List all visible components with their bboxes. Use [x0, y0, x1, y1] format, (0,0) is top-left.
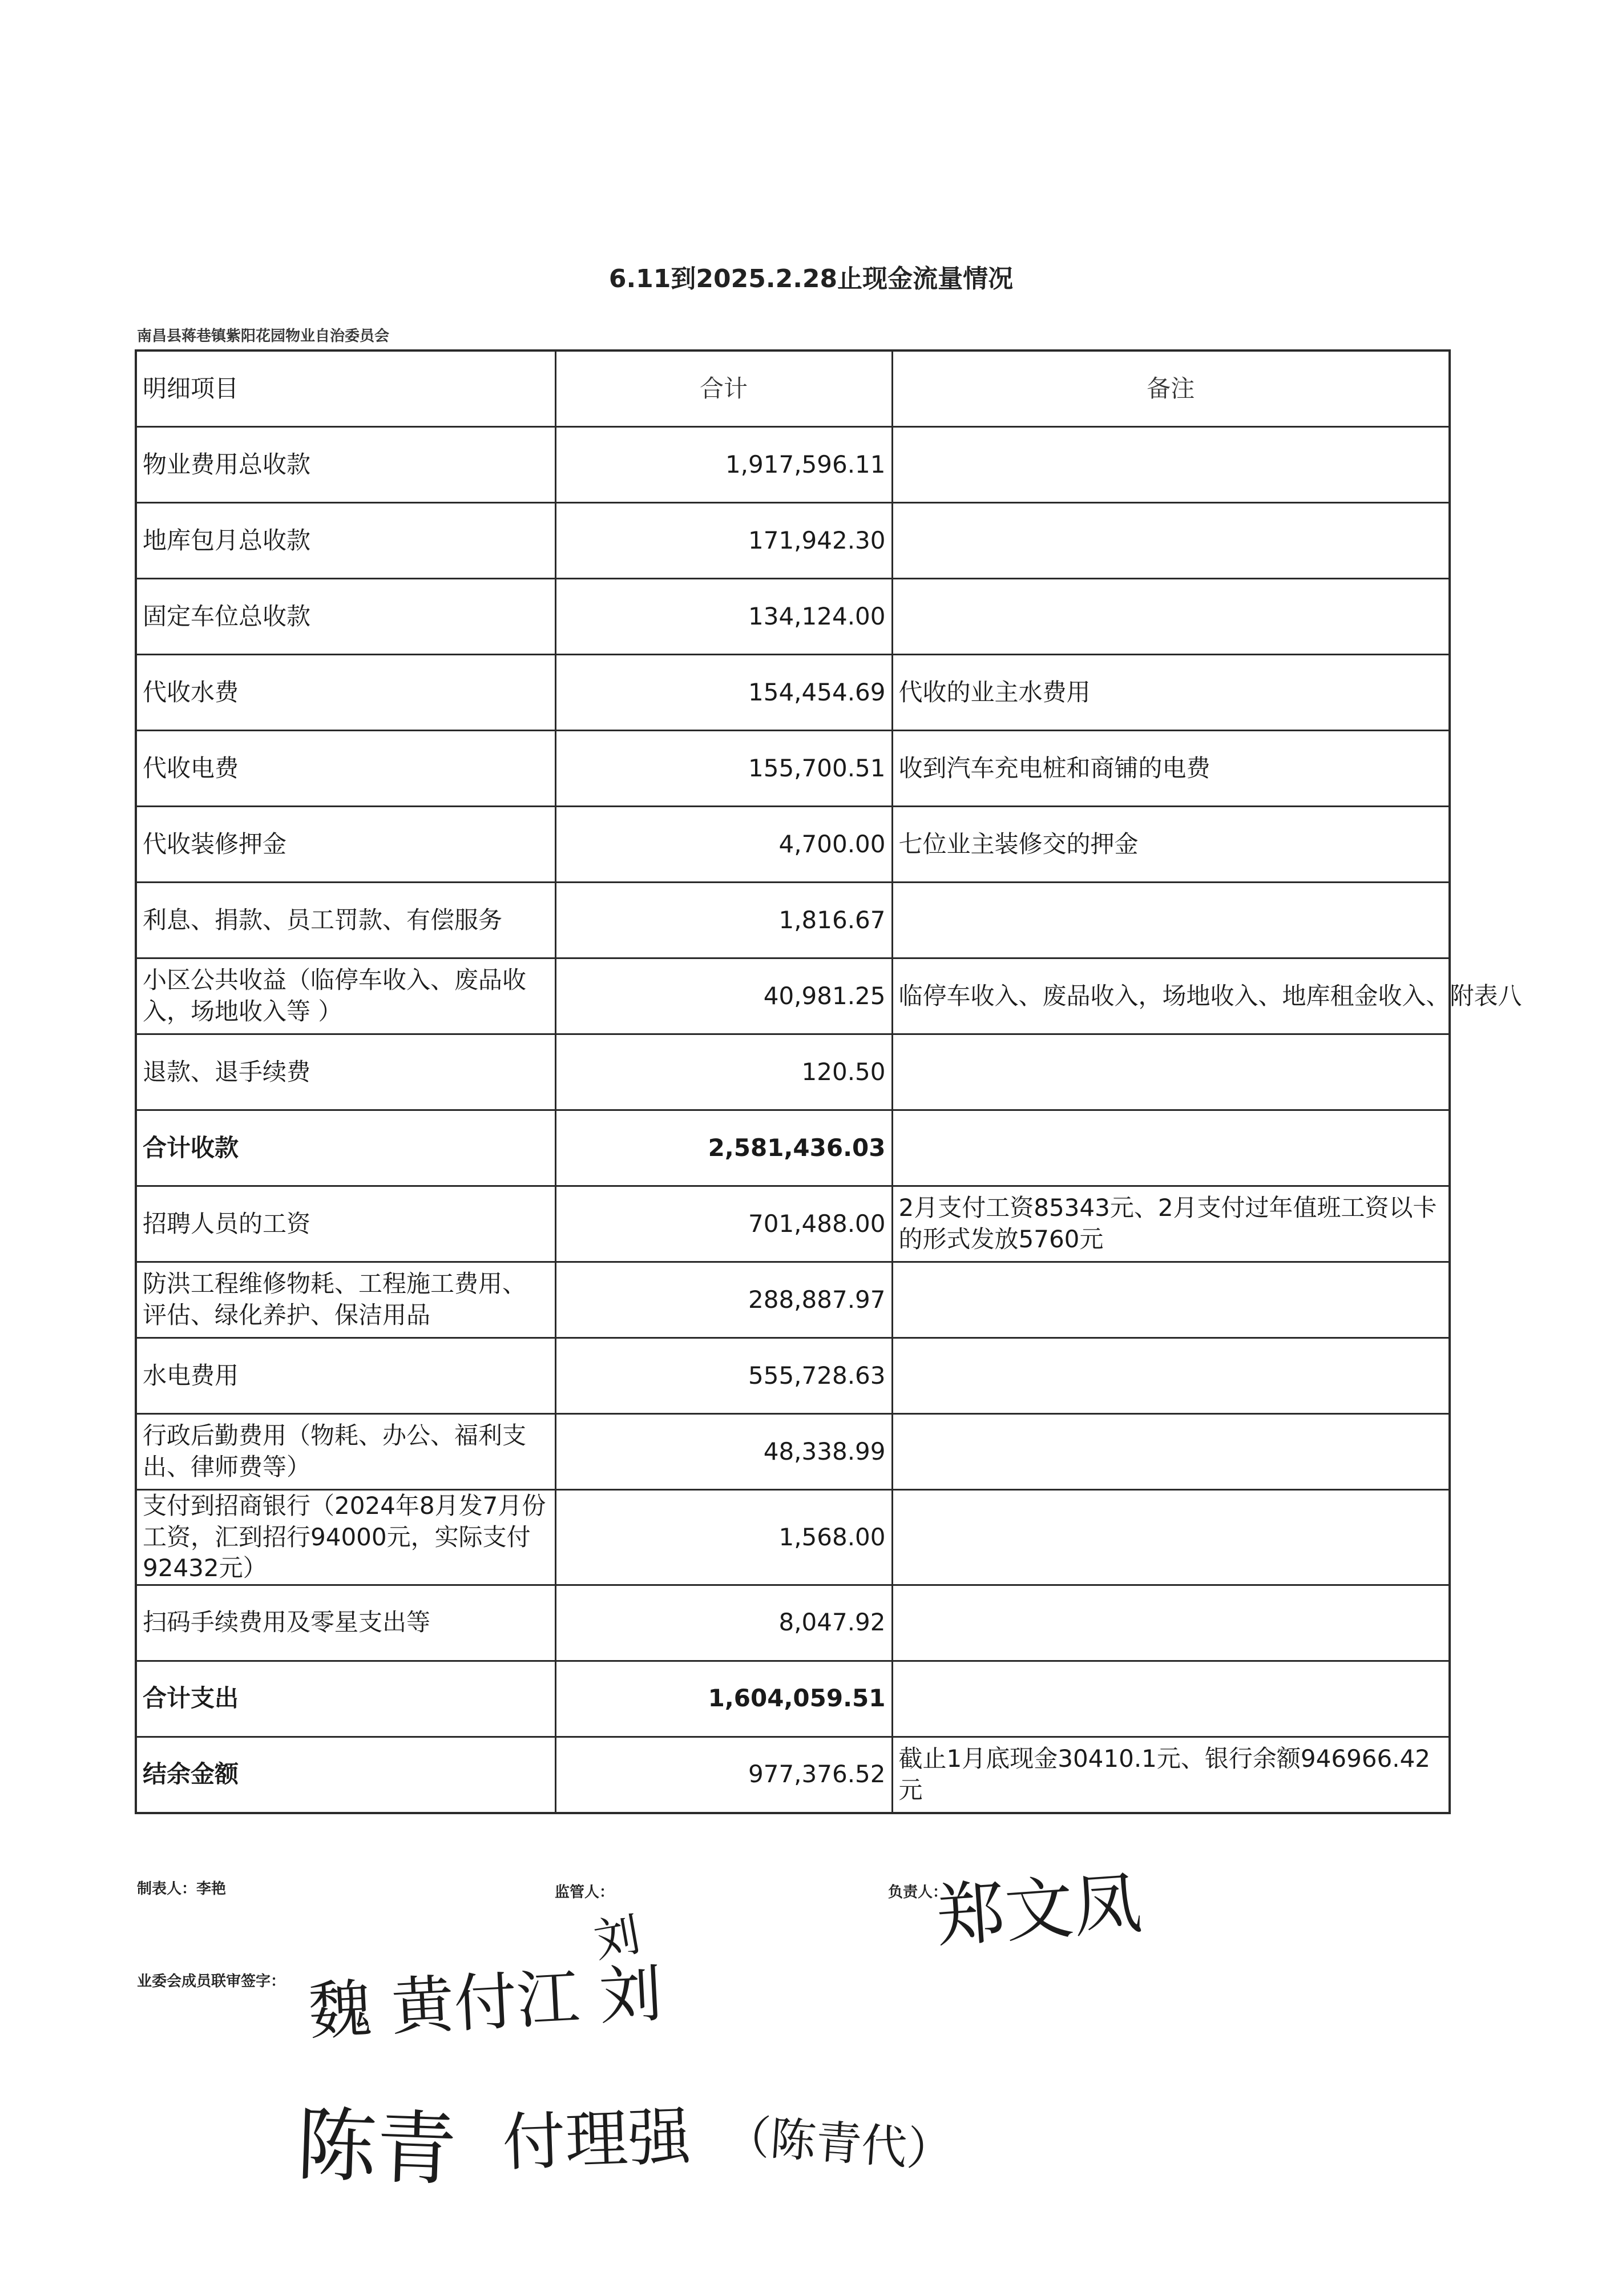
- row-item: 代收装修押金: [136, 807, 555, 883]
- row-item: 小区公共收益（临停车收入、废品收入，场地收入等 ）: [136, 958, 555, 1034]
- row-total: 555,728.63: [555, 1338, 892, 1414]
- table-row: [136, 427, 1450, 503]
- row-item: 支付到招商银行（2024年8月发7月份工资，汇到招行94000元，实际支付92432元）: [136, 1490, 555, 1585]
- committee-signature-3: 付理强: [501, 2100, 692, 2180]
- row-note: [892, 427, 1450, 503]
- row-note: 截止1月底现金30410.1元、银行余额946966.42元: [892, 1737, 1450, 1813]
- row-total: 40,981.25: [555, 958, 892, 1034]
- row-note: 临停车收入、废品收入，场地收入、地库租金收入、附表八: [892, 958, 1450, 1034]
- row-total: 154,454.69: [555, 655, 892, 731]
- row-total: 1,604,059.51: [555, 1661, 892, 1737]
- row-total: 1,568.00: [555, 1490, 892, 1585]
- organization-name: 南昌县蒋巷镇紫阳花园物业自治委员会: [137, 328, 390, 345]
- table-row: [136, 1585, 1450, 1661]
- row-item: 退款、退手续费: [136, 1034, 555, 1110]
- row-note: 2月支付工资85343元、2月支付过年值班工资以卡的形式发放5760元: [892, 1186, 1450, 1262]
- row-item: 合计支出: [136, 1661, 555, 1737]
- row-total: 48,338.99: [555, 1414, 892, 1490]
- row-note: [892, 1262, 1450, 1338]
- document-title: 6.11到2025.2.28止现金流量情况: [608, 264, 1014, 293]
- table-row-expense-total: [136, 1661, 1450, 1737]
- row-note: [892, 1585, 1450, 1661]
- responsible-signature: 郑文凤: [934, 1863, 1145, 1957]
- row-total: 701,488.00: [555, 1186, 892, 1262]
- table-row: [136, 1034, 1450, 1110]
- table-row: [136, 958, 1450, 1034]
- row-item: 招聘人员的工资: [136, 1186, 555, 1262]
- row-note: 代收的业主水费用: [892, 655, 1450, 731]
- row-note: [892, 579, 1450, 655]
- table-row-income-total: [136, 1110, 1450, 1186]
- row-item: 结余金额: [136, 1737, 555, 1813]
- preparer-label: 制表人：李艳: [137, 1880, 227, 1898]
- supervisor-signature: 刘: [590, 1907, 644, 1968]
- table-row: [136, 1186, 1450, 1262]
- row-note: [892, 1661, 1450, 1737]
- table-row: [136, 1490, 1450, 1585]
- header-item: 明细项目: [136, 351, 555, 427]
- row-note: [892, 1110, 1450, 1186]
- committee-label: 业委会成员联审签字：: [137, 1973, 286, 1990]
- row-note: 七位业主装修交的押金: [892, 807, 1450, 883]
- table-row: [136, 883, 1450, 958]
- row-item: 水电费用: [136, 1338, 555, 1414]
- table-row: [136, 1262, 1450, 1338]
- row-total: 4,700.00: [555, 807, 892, 883]
- row-total: 1,816.67: [555, 883, 892, 958]
- row-total: 134,124.00: [555, 579, 892, 655]
- table-row-balance: [136, 1737, 1450, 1813]
- header-note: 备注: [892, 351, 1450, 427]
- table-row: [136, 579, 1450, 655]
- table-row: [136, 1338, 1450, 1414]
- row-item: 防洪工程维修物耗、工程施工费用、评估、绿化养护、保洁用品: [136, 1262, 555, 1338]
- row-note: [892, 883, 1450, 958]
- row-item: 物业费用总收款: [136, 427, 555, 503]
- table-header-row: [136, 351, 1450, 427]
- row-note: [892, 1414, 1450, 1490]
- row-item: 地库包月总收款: [136, 503, 555, 579]
- row-note: [892, 1490, 1450, 1585]
- row-note: [892, 1034, 1450, 1110]
- row-total: 171,942.30: [555, 503, 892, 579]
- table-row: [136, 1414, 1450, 1490]
- table-row: [136, 731, 1450, 807]
- supervisor-label: 监管人：: [555, 1884, 615, 1901]
- header-total: 合计: [555, 351, 892, 427]
- committee-signature-1: 魏 黄付江 刘: [306, 1956, 664, 2049]
- table-row: [136, 655, 1450, 731]
- row-item: 合计收款: [136, 1110, 555, 1186]
- row-total: 1,917,596.11: [555, 427, 892, 503]
- row-item: 固定车位总收款: [136, 579, 555, 655]
- row-total: 288,887.97: [555, 1262, 892, 1338]
- row-note: [892, 1338, 1450, 1414]
- row-item: 利息、捐款、员工罚款、有偿服务: [136, 883, 555, 958]
- row-total: 155,700.51: [555, 731, 892, 807]
- responsible-label: 负责人：: [888, 1884, 948, 1901]
- cash-flow-table: [135, 349, 1522, 1814]
- row-total: 2,581,436.03: [555, 1110, 892, 1186]
- row-item: 代收电费: [136, 731, 555, 807]
- row-total: 120.50: [555, 1034, 892, 1110]
- row-item: 扫码手续费用及零星支出等: [136, 1585, 555, 1661]
- row-note: [892, 503, 1450, 579]
- row-item: 行政后勤费用（物耗、办公、福利支出、律师费等）: [136, 1414, 555, 1490]
- table-row: [136, 503, 1450, 579]
- row-total: 8,047.92: [555, 1585, 892, 1661]
- committee-signature-2: 陈青: [294, 2098, 458, 2197]
- row-total: 977,376.52: [555, 1737, 892, 1813]
- row-note: 收到汽车充电桩和商铺的电费: [892, 731, 1450, 807]
- committee-signature-4: （陈青代）: [723, 2109, 955, 2178]
- table-row: [136, 807, 1450, 883]
- row-item: 代收水费: [136, 655, 555, 731]
